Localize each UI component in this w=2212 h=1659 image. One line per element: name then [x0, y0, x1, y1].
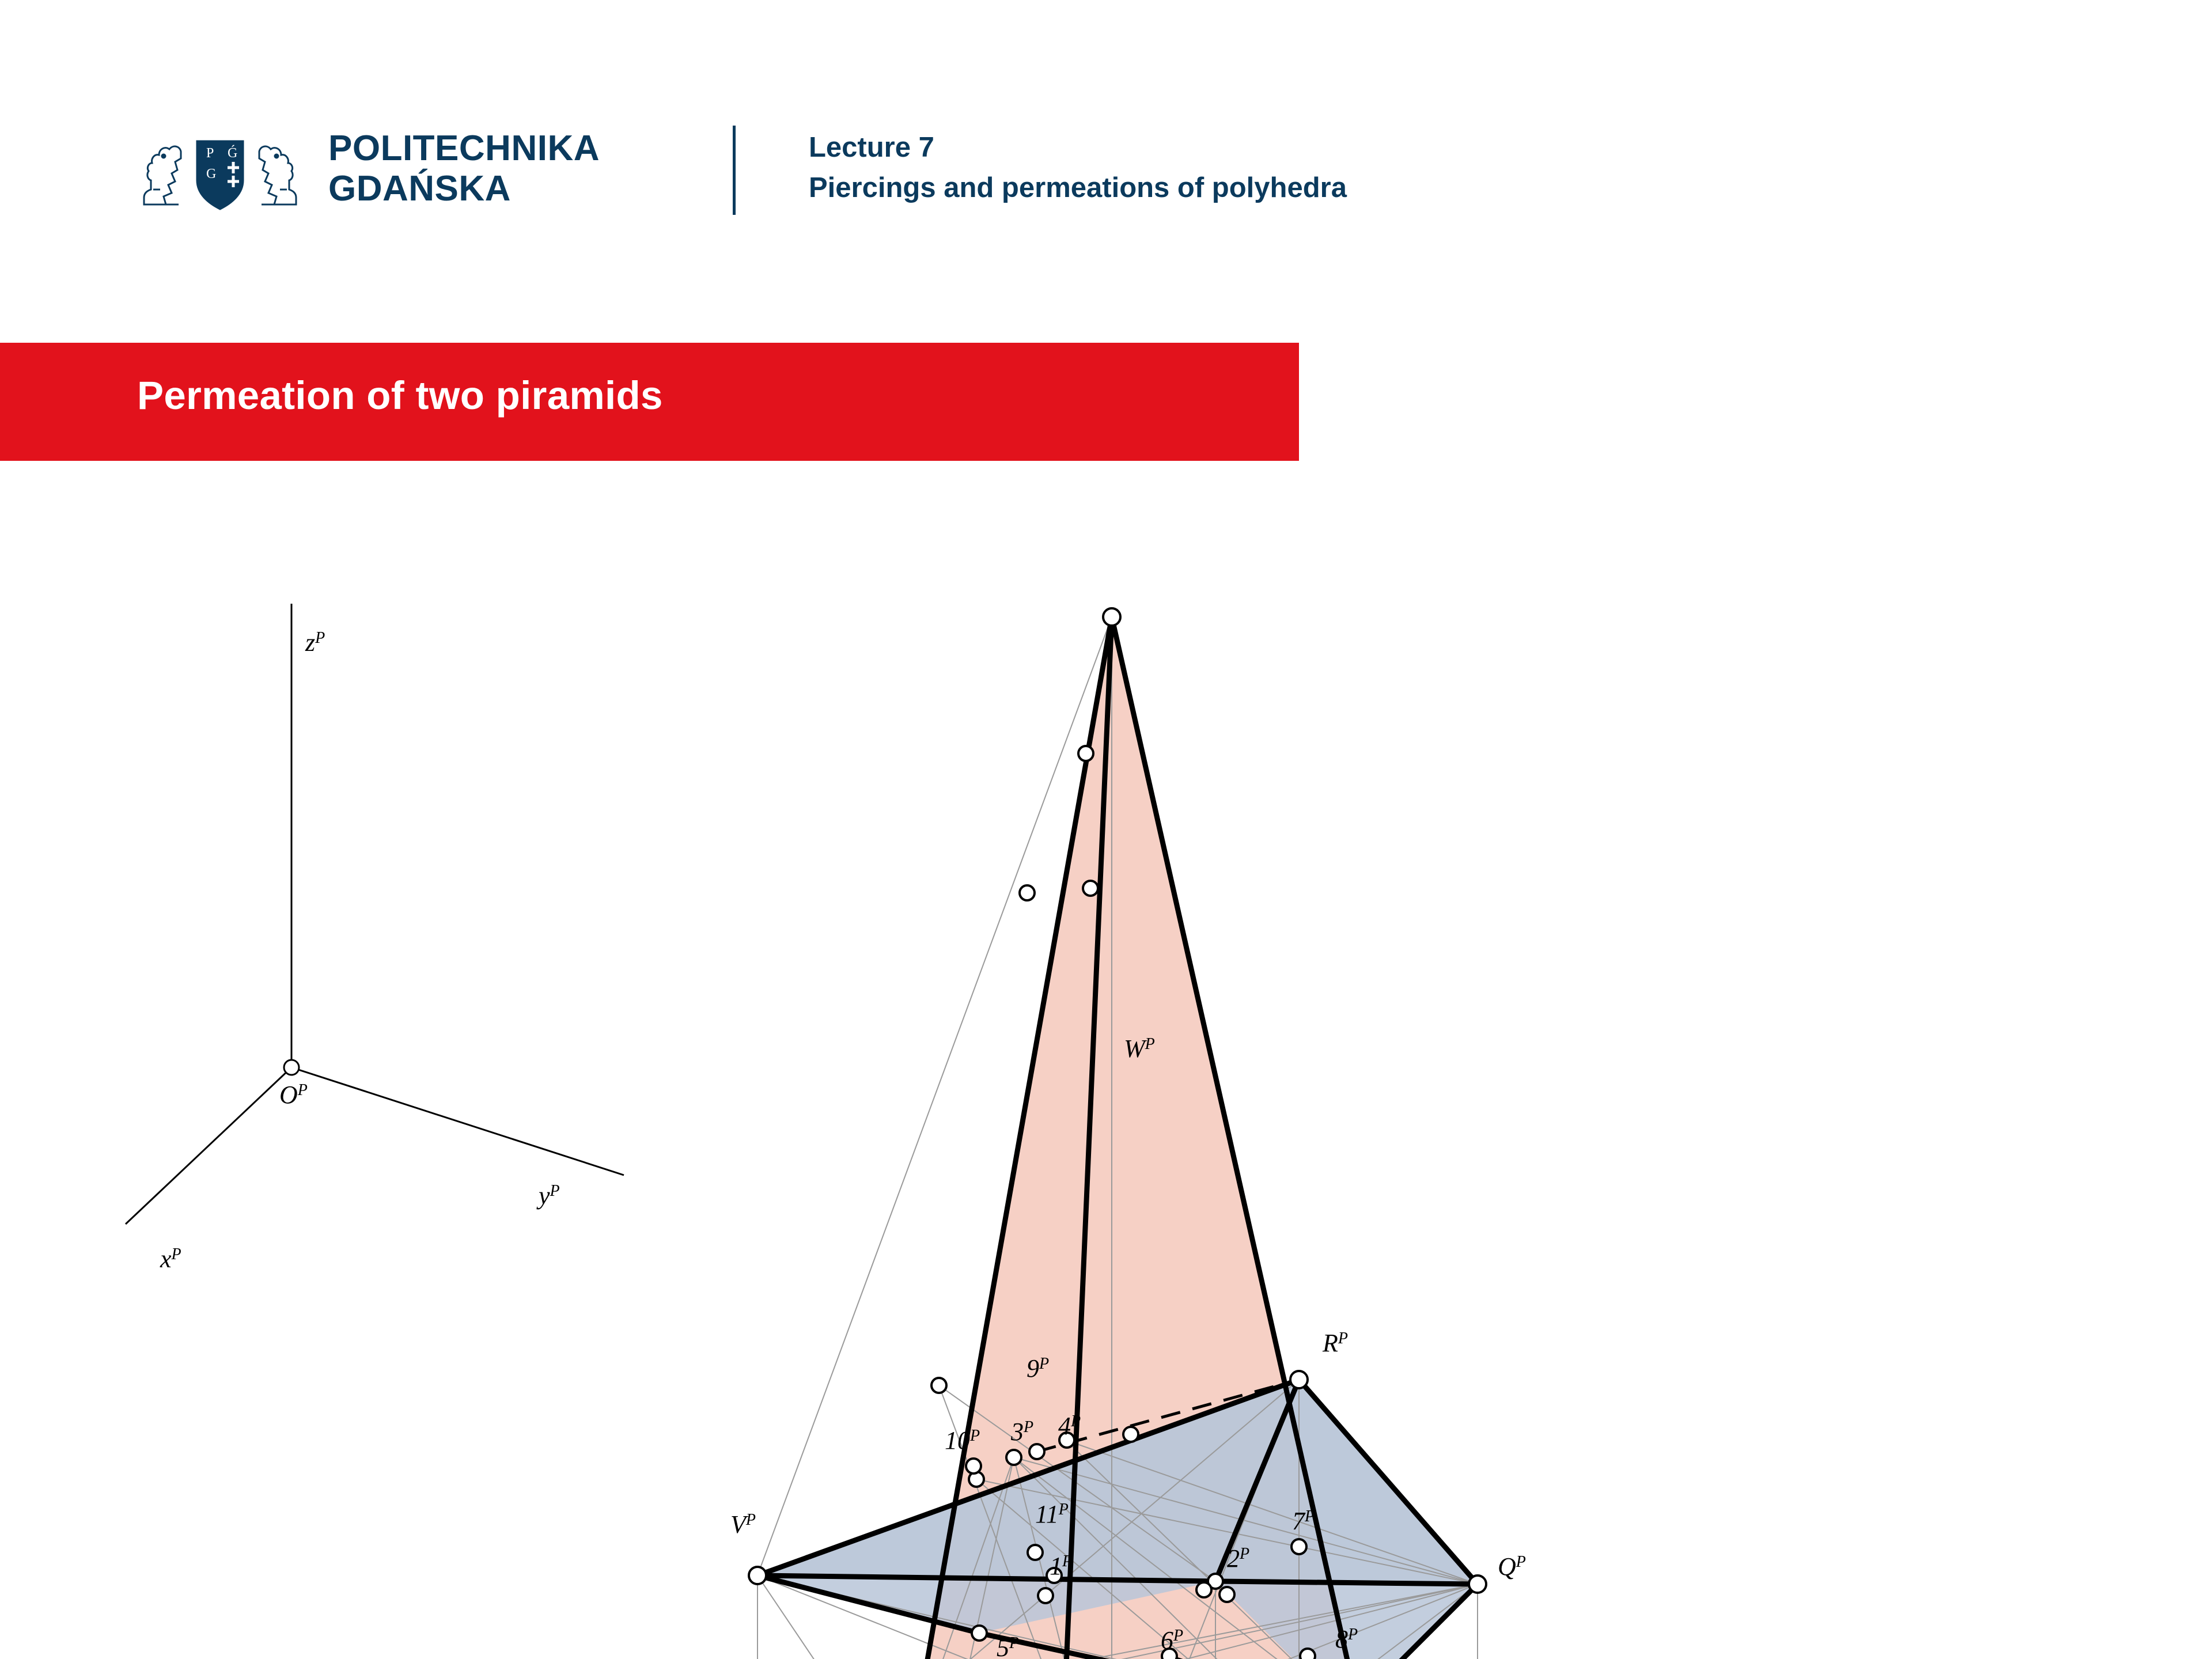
label-n1-p: $1^P$: [1050, 1552, 1073, 1580]
origin-point: [284, 1060, 299, 1075]
edge-Q-P: [1215, 1581, 1478, 1584]
label-n11-p: $11^P$: [1035, 1500, 1069, 1528]
label-n7-p: $7^P$: [1292, 1507, 1315, 1535]
svg-text:G: G: [206, 166, 217, 181]
svg-text:P: P: [206, 146, 214, 161]
slide-header: [0, 0, 2212, 305]
university-name-line2: GDAŃSKA: [328, 168, 511, 209]
svg-text:Ǵ: Ǵ: [228, 146, 238, 161]
header-divider: [733, 126, 736, 215]
label-W-p: $W^P$: [1124, 1035, 1155, 1063]
label-axis-y: $y^P$: [539, 1181, 560, 1210]
slide-title-bar: [0, 343, 1299, 461]
university-name-line1: POLITECHNIKA: [328, 128, 600, 169]
label-n8-p: $8^P$: [1335, 1625, 1358, 1653]
label-Q-p: $Q^P$: [1498, 1552, 1526, 1581]
x-axis: [126, 1067, 291, 1224]
label-n5-p: $5^P$: [997, 1634, 1020, 1659]
university-logo: [134, 118, 600, 219]
university-name: [328, 128, 600, 209]
label-n2-p: $2^P$: [1227, 1544, 1250, 1573]
technical-drawing: [0, 461, 2212, 1659]
label-n4-p: $4^P$: [1058, 1412, 1081, 1440]
label-n9-p: $9^P$: [1027, 1354, 1050, 1382]
label-n6-p: $6^P$: [1161, 1626, 1184, 1654]
y-axis: [291, 1067, 624, 1175]
lecture-number: Lecture 7: [809, 132, 934, 163]
pg-crest-icon: [134, 118, 306, 219]
lecture-title: Piercings and permeations of polyhedra: [809, 172, 1347, 203]
label-axis-origin: $O^P$: [279, 1081, 308, 1109]
label-axis-z: $z^P$: [305, 628, 325, 657]
label-n10-p: $10^P$: [945, 1426, 980, 1455]
coordinate-axes: [126, 604, 624, 1224]
label-R-p: $R^P$: [1323, 1329, 1348, 1357]
lecture-info: [809, 128, 1347, 208]
label-n3-p: $3^P$: [1011, 1418, 1034, 1446]
label-axis-x: $x^P$: [160, 1245, 181, 1273]
label-V-p: $V^P$: [730, 1510, 756, 1539]
slide-title: Permeation of two piramids: [137, 373, 663, 418]
